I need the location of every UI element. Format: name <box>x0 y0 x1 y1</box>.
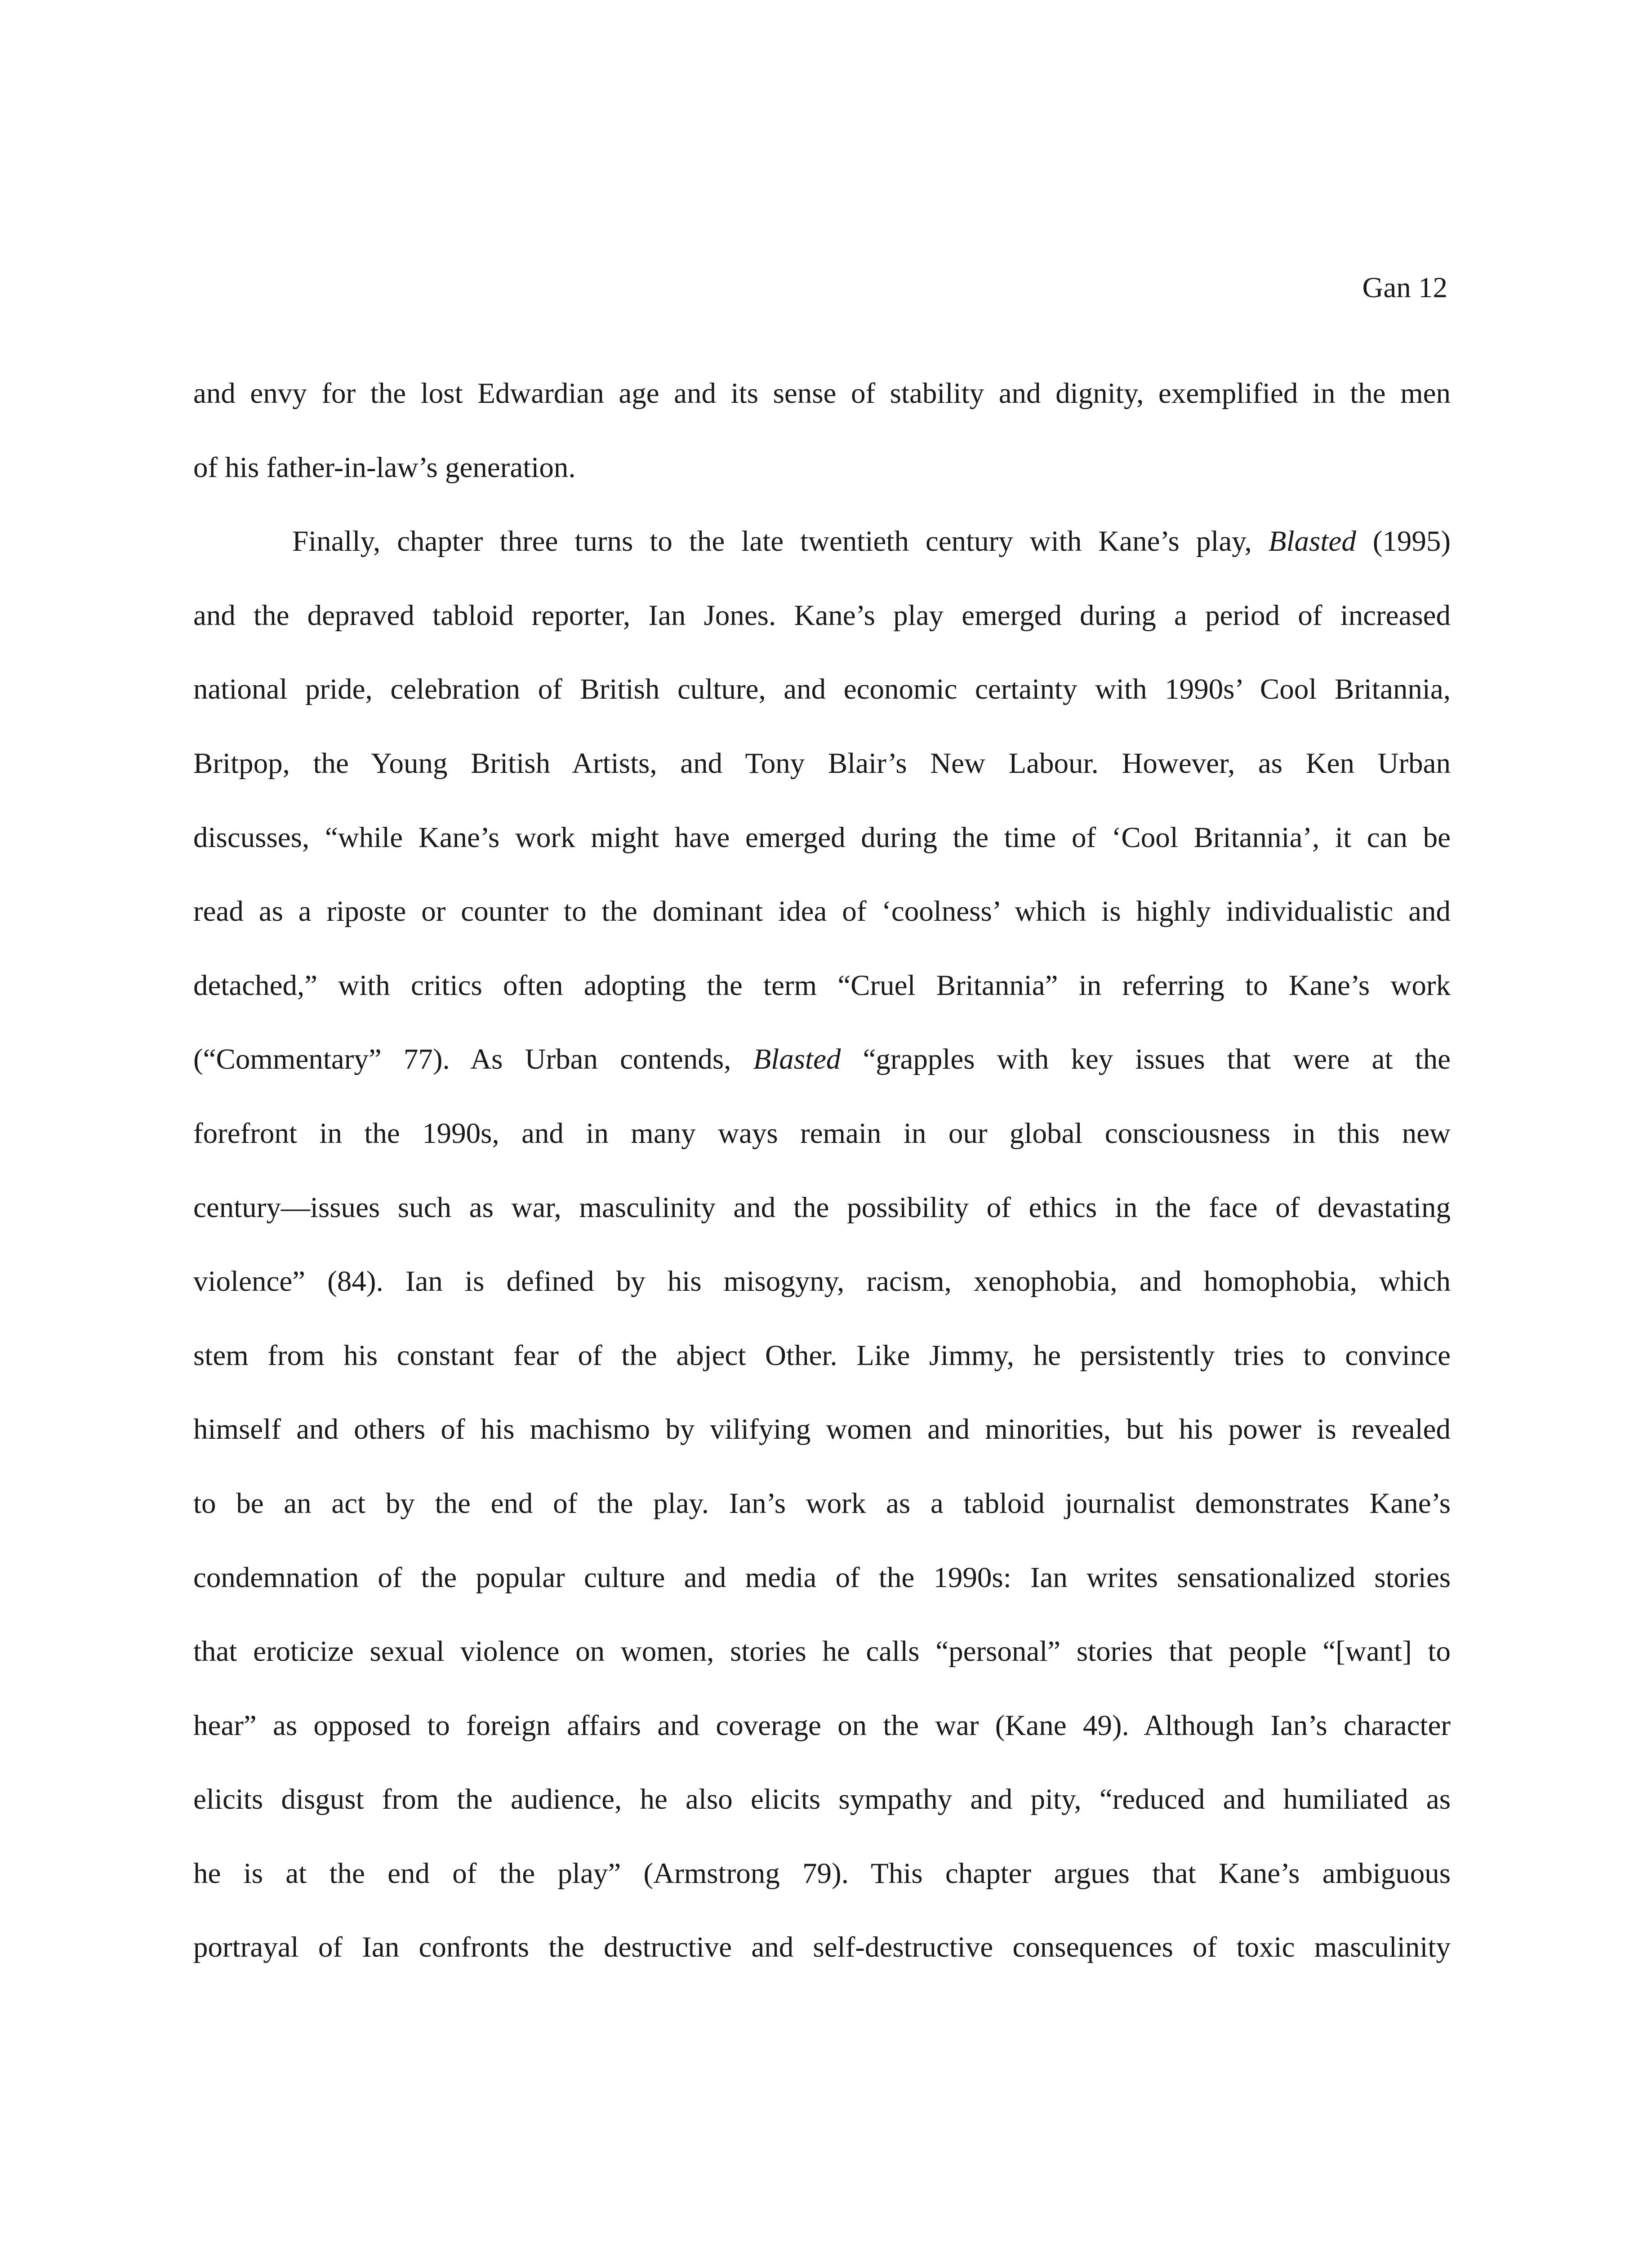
italic-title: Blasted <box>1268 525 1356 558</box>
body-text <box>193 357 1451 1985</box>
body-line: that eroticize sexual violence on women, stories he calls “personal” stories that people “[want] to <box>193 1635 1451 1668</box>
body-line: and envy for the lost Edwardian age and its sense of stability and dignity, exemplified in the men <box>193 377 1451 410</box>
body-line <box>193 504 1451 579</box>
body-line-text: “grapples with key issues that were at the <box>841 1043 1451 1076</box>
body-line-text: (1995) <box>1356 525 1451 558</box>
body-line-text: (“Commentary” 77). As Urban contends, <box>193 1043 753 1076</box>
body-line: detached,” with critics often adopting the term “Cruel Britannia” in referring to Kane’s work <box>193 969 1451 1002</box>
body-line: to be an act by the end of the play. Ian’s work as a tabloid journalist demonstrates Kane’s <box>193 1487 1451 1520</box>
body-line: read as a riposte or counter to the dominant idea of ‘coolness’ which is highly individualistic and <box>193 895 1451 928</box>
body-line: he is at the end of the play” (Armstrong 79). This chapter argues that Kane’s ambiguous <box>193 1857 1451 1890</box>
body-line: stem from his constant fear of the abject Other. Like Jimmy, he persistently tries to convince <box>193 1339 1451 1372</box>
running-head: Gan 12 <box>1362 272 1447 304</box>
body-line: forefront in the 1990s, and in many ways remain in our global consciousness in this new <box>193 1117 1451 1150</box>
body-line: national pride, celebration of British culture, and economic certainty with 1990s’ Cool Britannia, <box>193 673 1451 706</box>
body-line: discusses, “while Kane’s work might have emerged during the time of ‘Cool Britannia’, it can be <box>193 821 1451 854</box>
body-line-text: Finally, chapter three turns to the late twentieth century with Kane’s play, <box>292 525 1269 558</box>
body-line: portrayal of Ian confronts the destructive and self-destructive consequences of toxic masculinity <box>193 1931 1451 1964</box>
body-line: condemnation of the popular culture and media of the 1990s: Ian writes sensationalized stories <box>193 1561 1451 1594</box>
body-line: and the depraved tabloid reporter, Ian Jones. Kane’s play emerged during a period of increased <box>193 599 1451 632</box>
body-line: of his father-in-law’s generation. <box>193 451 576 484</box>
body-line: hear” as opposed to foreign affairs and coverage on the war (Kane 49). Although Ian’s character <box>193 1709 1451 1742</box>
body-line: himself and others of his machismo by vilifying women and minorities, but his power is revealed <box>193 1413 1451 1446</box>
body-line <box>193 1022 1451 1097</box>
body-line: century—issues such as war, masculinity and the possibility of ethics in the face of devastating <box>193 1191 1451 1224</box>
body-line: violence” (84). Ian is defined by his misogyny, racism, xenophobia, and homophobia, which <box>193 1265 1451 1298</box>
italic-title: Blasted <box>753 1043 841 1076</box>
body-line: Britpop, the Young British Artists, and Tony Blair’s New Labour. However, as Ken Urban <box>193 747 1451 780</box>
body-line: elicits disgust from the audience, he also elicits sympathy and pity, “reduced and humiliated as <box>193 1783 1451 1816</box>
